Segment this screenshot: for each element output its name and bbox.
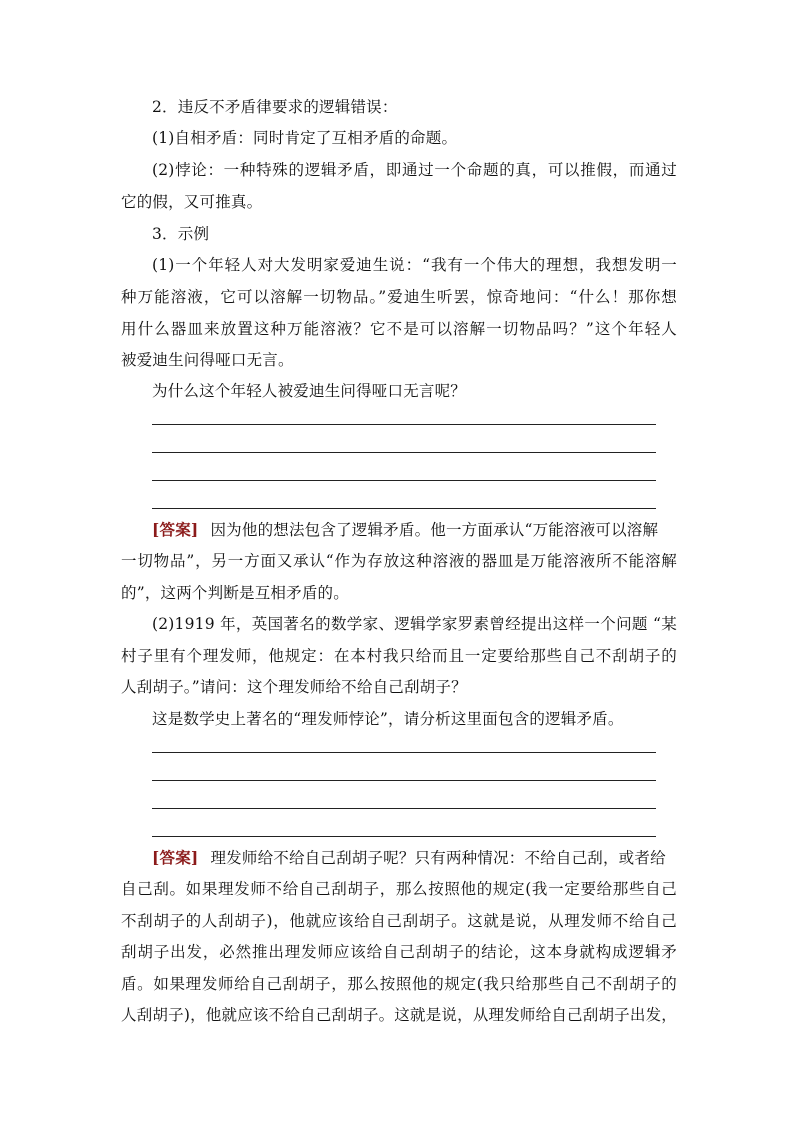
example-1-line-1: (1)一个年轻人对大发明家爱迪生说：“我有一个伟大的理想，我想发明一 [152, 256, 677, 274]
answer-1-text: 因为他的想法包含了逻辑矛盾。他一方面承认“万能溶液可以溶解 [210, 521, 659, 539]
answer-2-line-6: 人刮胡子)，他就应该不给自己刮胡子。这就是说，从理发师给自己刮胡子出发， [121, 1006, 677, 1024]
example-1-line-4: 被爱迪生问得哑口无言。 [121, 351, 294, 369]
example-2-question: 这是数学史上著名的“理发师悖论”，请分析这里面包含的逻辑矛盾。 [152, 710, 624, 728]
answer-1-line-2: 一切物品”，另一方面又承认“作为存放这种溶液的器皿是万能溶液所不能溶解 [121, 552, 677, 570]
answer-blank-line [152, 780, 656, 781]
section-3-heading: 3．示例 [152, 225, 210, 243]
example-2-line-2: 村子里有个理发师，他规定：在本村我只给而且一定要给那些自己不刮胡子的 [121, 647, 677, 665]
example-1-line-2: 种万能溶液，它可以溶解一切物品。”爱迪生听罢，惊奇地问：“什么！那你想 [121, 288, 677, 306]
answer-2-line-3: 不刮胡子的人刮胡子)，他就应该给自己刮胡子。这就是说，从理发师不给自己 [121, 912, 677, 930]
answer-blank-line [152, 424, 656, 425]
answer-blank-line [152, 752, 656, 753]
answer-label: [答案] [152, 848, 199, 867]
section-2-item-1: (1)自相矛盾：同时肯定了互相矛盾的命题。 [152, 129, 458, 147]
answer-2-line-1 [152, 848, 677, 868]
answer-blank-line [152, 836, 656, 837]
answer-2-line-4: 刮胡子出发，必然推出理发师应该给自己刮胡子的结论，这本身就构成逻辑矛 [121, 943, 677, 961]
answer-blank-line [152, 452, 656, 453]
answer-2-line-5: 盾。如果理发师给自己刮胡子，那么按照他的规定(我只给那些自己不刮胡子的 [121, 975, 677, 993]
answer-blank-line [152, 480, 656, 481]
example-2-line-1: (2)1919 年，英国著名的数学家、逻辑学家罗素曾经提出这样一个问题 “某 [152, 615, 677, 633]
example-1-question: 为什么这个年轻人被爱迪生问得哑口无言呢？ [152, 382, 467, 400]
section-2-item-2-line-2: 它的假，又可推真。 [121, 193, 263, 211]
example-1-line-3: 用什么器皿来放置这种万能溶液？它不是可以溶解一切物品吗？”这个年轻人 [121, 320, 677, 338]
answer-1-line-3: 的”，这两个判断是互相矛盾的。 [121, 584, 349, 602]
answer-label: [答案] [152, 520, 199, 539]
answer-blank-line [152, 808, 656, 809]
section-2-item-2-line-1: (2)悖论：一种特殊的逻辑矛盾，即通过一个命题的真，可以推假，而通过 [152, 161, 677, 179]
answer-blank-line [152, 508, 656, 509]
answer-2-text: 理发师给不给自己刮胡子呢？只有两种情况：不给自己刮，或者给 [210, 849, 666, 867]
answer-1-line-1 [152, 520, 677, 540]
section-2-heading: 2．违反不矛盾律要求的逻辑错误： [152, 98, 398, 116]
answer-2-line-2: 自己刮。如果理发师不给自己刮胡子，那么按照他的规定(我一定要给那些自己 [121, 880, 677, 898]
example-2-line-3: 人刮胡子。”请问：这个理发师给不给自己刮胡子？ [121, 678, 467, 696]
